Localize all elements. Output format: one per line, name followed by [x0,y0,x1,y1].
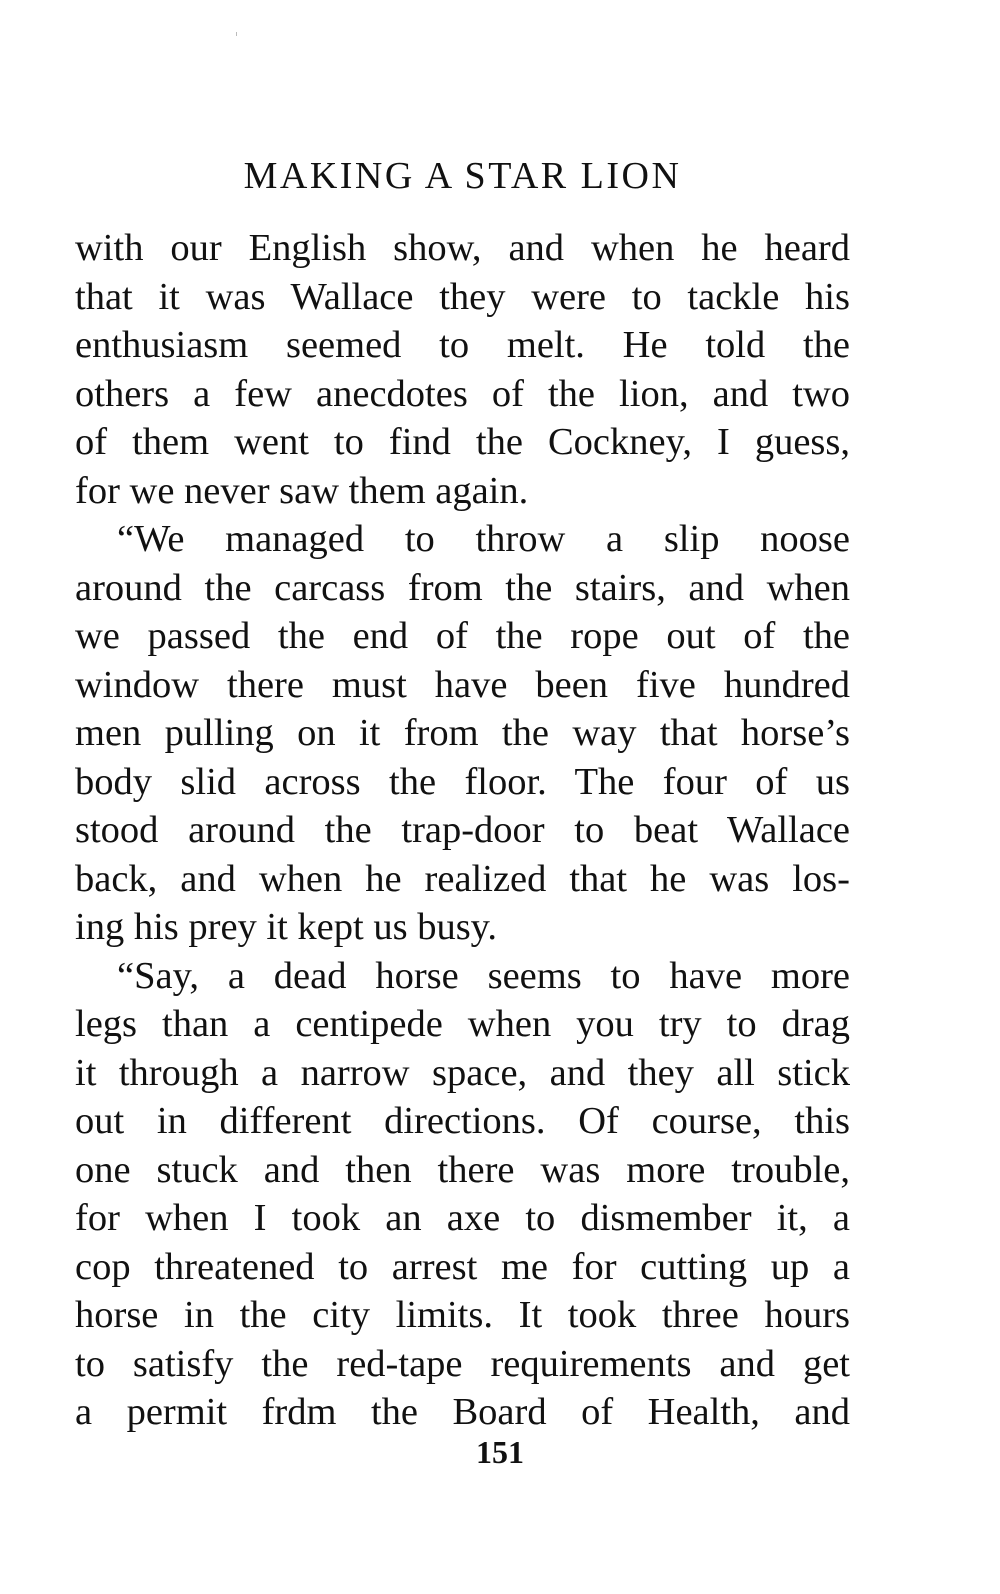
text-line: cop threatened to arrest me for cutting up a [75,1245,850,1288]
text-line: to satisfy the red-tape requirements and get [75,1342,850,1385]
text-line: that it was Wallace they were to tackle his [75,275,850,318]
text-line: back, and when he realized that he was los- [75,857,850,900]
text-line: others a few anecdotes of the lion, and two [75,372,850,415]
text-line: a permit frdm the Board of Health, and [75,1391,850,1433]
text-line: legs than a centipede when you try to drag [75,1003,850,1045]
text-line: body slid across the floor. The four of us [75,760,850,803]
text-line: it through a narrow space, and they all stick [75,1051,850,1094]
body-text [75,224,850,1437]
scan-mark [236,32,237,36]
text-line: ing his prey it kept us busy. [75,906,498,948]
text-line: window there must have been five hundred [75,663,850,706]
text-line: for we never saw them again. [75,469,529,512]
text-line: for when I took an axe to dismember it, a [75,1197,850,1239]
text-line: around the carcass from the stairs, and when [75,566,850,609]
text-line: stood around the trap-door to beat Wallace [75,809,850,851]
text-line: with our English show, and when he heard [75,227,850,269]
text-line: enthusiasm seemed to melt. He told the [75,324,850,366]
text-line: men pulling on it from the way that horse’s [75,712,850,754]
running-head: MAKING A STAR LION [243,155,682,197]
text-line: out in different directions. Of course, this [75,1100,850,1142]
page-number: 151 [476,1434,524,1470]
text-line: we passed the end of the rope out of the [75,615,850,657]
text-line: “We managed to throw a slip noose [117,518,850,560]
text-line: horse in the city limits. It took three hours [75,1294,850,1336]
text-line: “Say, a dead horse seems to have more [117,954,850,997]
text-line: one stuck and then there was more trouble, [75,1148,850,1191]
text-line: of them went to find the Cockney, I guess, [75,421,850,463]
